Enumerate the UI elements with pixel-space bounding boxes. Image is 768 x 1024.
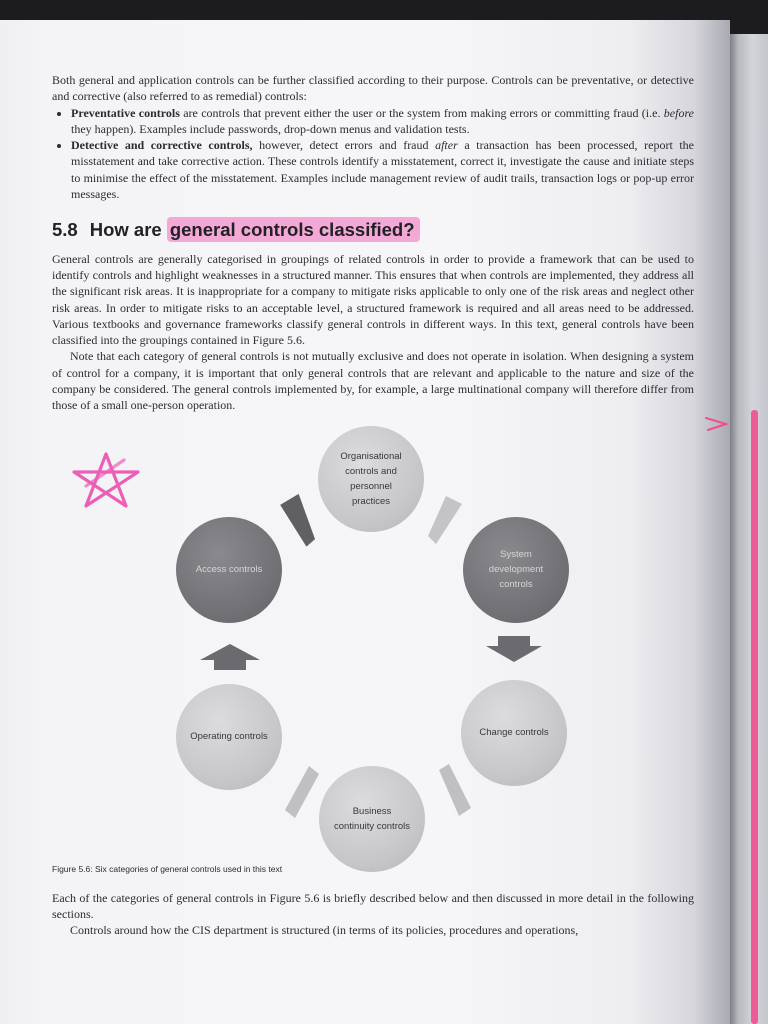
preventative-text-a: are controls that prevent either the user or the system from making errors or committing fraud (i.e. [179,105,664,120]
general-controls-figure [52,420,694,890]
category-access-controls [176,517,282,623]
category-label-change: Change controls [479,727,549,739]
arrow-change-to-business [435,762,475,820]
term-preventative: Preventative controls [71,105,180,120]
category-label-operating: Operating controls [190,731,268,743]
category-business-continuity-controls [319,766,425,872]
preventative-text-b: they happen). Examples include passwords, drop-down menus and validation tests. [71,121,470,136]
emphasis-before: before [663,105,694,120]
arrow-operating-to-access [198,640,262,674]
category-label-access: Access controls [195,564,263,576]
pen-tick-mark [704,414,730,432]
arrow-sysdev-to-change [484,632,544,666]
term-detective: Detective and corrective controls, [71,138,253,153]
book-page [0,20,730,1024]
arrow-business-to-operating [281,764,323,820]
adjacent-page-edge [730,34,768,1024]
detective-text-b: a transaction has been processed, report the misstatement and take corrective action. These controls identify a misstatement, correct it, investigate the cause and initiate steps to minimise the effect of the misstatement. Examples include management review of audit trails, transaction logs or pop-up error messages. [71,138,695,202]
intro-paragraph: Both general and application controls can be further classified according to their purpose. Controls can be preventative, or detective and corrective (also referred to as remedial) controls: [52,73,694,104]
list-item-preventative [71,105,694,138]
section-title-plain: How are [89,219,162,241]
section-heading [52,219,694,241]
closing-partial-line: Controls around how the CIS department is structured (in terms of its policies, procedures and operations, [70,923,579,938]
arrow-access-to-org [278,490,318,550]
section-paragraph-1: General controls are generally categorised in groupings of related controls in order to provide a framework that can be used to identify controls and highlight weaknesses in a structured manner. This ensures that when controls are implemented, they address all the significant risk areas. It is inappropriate for a company to mitigate risks applicable to only one of the risk areas and neglect other risk areas. In order to mitigate risks to an acceptable level, a structured framework is required and all areas need to be addressed. Various textbooks and governance frameworks classify general controls in different ways. In this text, general controls have been classified into the groupings contained in Figure 5.6. [52,251,694,348]
category-label-sysdev: System development controls [488,549,544,591]
category-label-business: Business continuity controls [333,805,411,832]
list-item-detective [71,137,694,202]
highlighted-title: general controls classified? [167,217,420,242]
pen-star-annotation [66,450,146,520]
closing-paragraph: Each of the categories of general controls in Figure 5.6 is briefly described below and then discussed in more detail in the following sections. [52,890,694,921]
category-label-org: Organisational controls and personnel practices [340,450,402,507]
section-paragraph-2: Note that each category of general controls is not mutually exclusive and does not operate in isolation. When designing a system of control for a company, it is important that only general controls that are relevant and applicable to the nature and size of the company be considered. The general controls implemented by, for example, a large multinational company will therefore differ from those of a small one-person operation. [52,349,694,413]
arrow-org-to-sysdev [424,492,466,548]
category-change-controls [461,680,567,786]
detective-text-a: however, detect errors and fraud [252,138,436,153]
figure-caption: Figure 5.6: Six categories of general controls used in this text [52,863,283,874]
category-organisational-controls [318,426,424,532]
pen-margin-stroke [751,410,758,1024]
emphasis-after: after [435,138,458,153]
page-content [52,72,694,939]
control-type-list [52,105,694,203]
category-system-development-controls [463,517,569,623]
category-operating-controls [176,684,282,790]
section-number: 5.8 [52,219,78,241]
